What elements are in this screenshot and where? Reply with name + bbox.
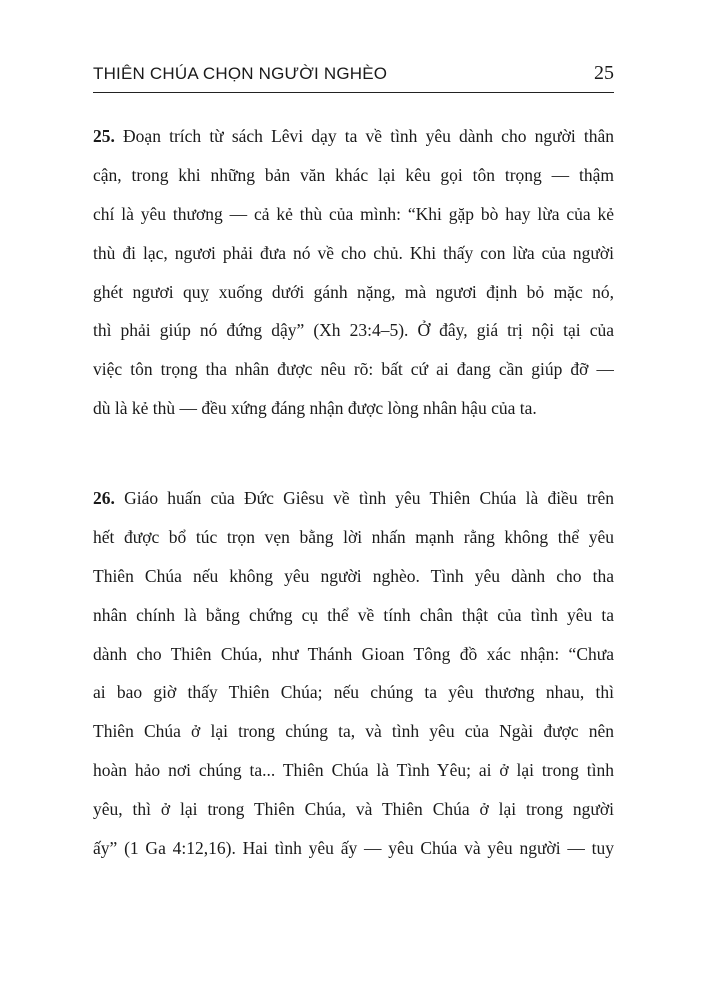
page-number: 25 [594, 62, 614, 84]
paragraph-number: 25. [93, 126, 115, 146]
paragraph-line: Thiên Chúa nếu không yêu người nghèo. Tình yêu dành cho tha [93, 565, 614, 586]
paragraph-25 [93, 117, 614, 428]
paragraph-line: thù đi lạc, ngươi phải đưa nó về cho chủ. Khi thấy con lừa của người [93, 242, 614, 263]
paragraph-line: 25. Đoạn trích từ sách Lêvi dạy ta về tình yêu dành cho người thân [93, 126, 614, 146]
paragraph-line: hết được bổ túc trọn vẹn bằng lời nhấn mạnh rằng không thể yêu [93, 526, 614, 547]
paragraph-line: 26. Giáo huấn của Đức Giêsu về tình yêu Thiên Chúa là điều trên [93, 488, 614, 508]
paragraph-line: yêu, thì ở lại trong Thiên Chúa, và Thiên Chúa ở lại trong người [93, 799, 614, 820]
paragraph-line: dù là kẻ thù — đều xứng đáng nhận được lòng nhân hậu của ta. [93, 398, 537, 419]
running-header-title: THIÊN CHÚA CHỌN NGƯỜI NGHÈO [93, 64, 388, 83]
paragraph-line: ai bao giờ thấy Thiên Chúa; nếu chúng ta yêu thương nhau, thì [93, 682, 614, 703]
paragraph-line: Thiên Chúa ở lại trong chúng ta, và tình yêu của Ngài được nên [93, 721, 614, 742]
paragraph-line: thì phải giúp nó đứng dậy” (Xh 23:4–5). Ở đây, giá trị nội tại của [93, 320, 614, 341]
paragraph-line: ghét ngươi quỵ xuống dưới gánh nặng, mà ngươi định bỏ mặc nó, [93, 281, 614, 302]
paragraph-26 [93, 479, 614, 868]
paragraph-line: việc tôn trọng tha nhân được nêu rõ: bất cứ ai đang cần giúp đỡ — [93, 359, 614, 380]
running-header [93, 62, 614, 93]
paragraph-line: dành cho Thiên Chúa, như Thánh Gioan Tông đồ xác nhận: “Chưa [93, 643, 614, 664]
paragraph-line: hoàn hảo nơi chúng ta... Thiên Chúa là Tình Yêu; ai ở lại trong tình [93, 760, 614, 781]
paragraph-number: 26. [93, 488, 115, 508]
paragraph-line: ấy” (1 Ga 4:12,16). Hai tình yêu ấy — yêu Chúa và yêu người — tuy [93, 838, 614, 859]
paragraph-line: nhân chính là bằng chứng cụ thể về tính chân thật của tình yêu ta [93, 604, 614, 625]
paragraph-line: chí là yêu thương — cả kẻ thù của mình: “Khi gặp bò hay lừa của kẻ [93, 203, 614, 224]
paragraph-line: cận, trong khi những bản văn khác lại kêu gọi tôn trọng — thậm [93, 164, 614, 185]
